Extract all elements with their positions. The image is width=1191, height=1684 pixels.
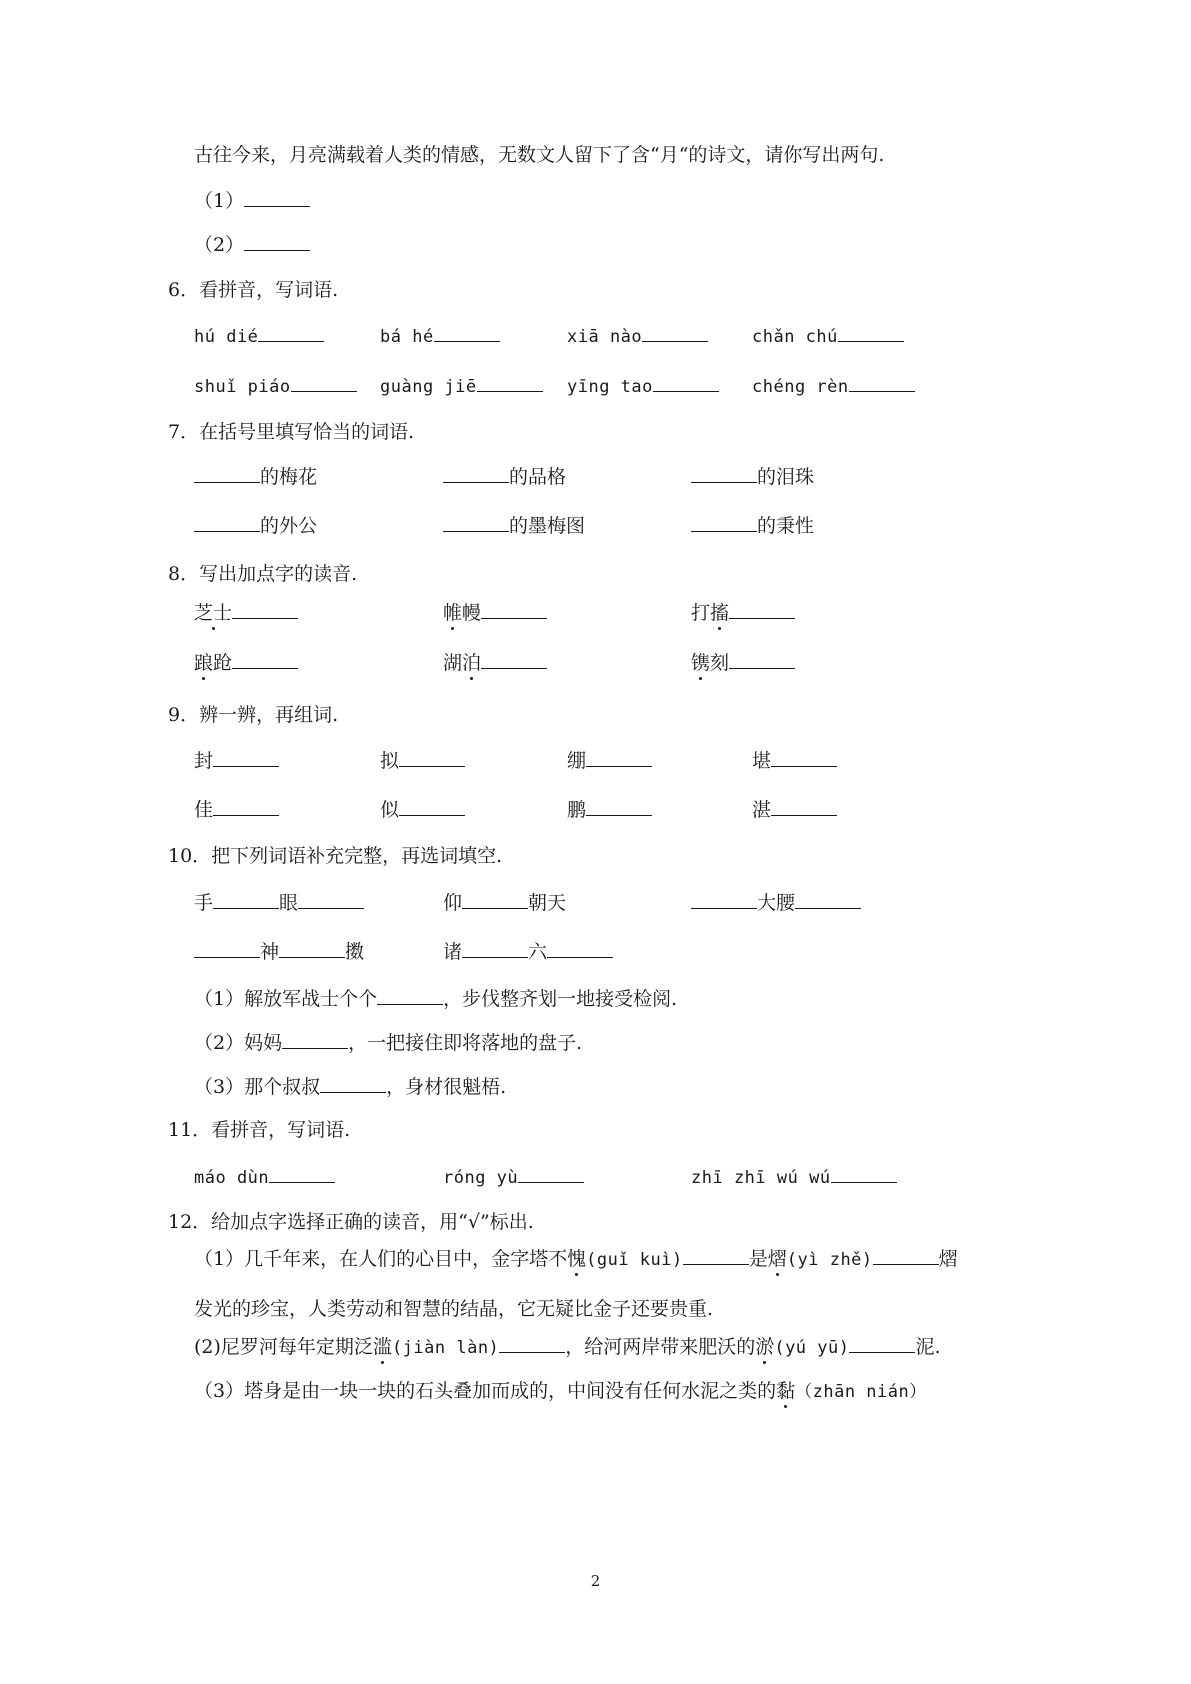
answer-blank[interactable] bbox=[642, 323, 708, 342]
answer-blank[interactable] bbox=[462, 890, 528, 909]
q10-idiom: 大腰 bbox=[691, 890, 861, 916]
q10-idiom: 手 眼 bbox=[194, 890, 364, 916]
dotted-char: 镌 bbox=[691, 652, 711, 674]
q6-item bbox=[380, 373, 543, 400]
char: 湛 bbox=[752, 799, 772, 821]
q5-answer-2 bbox=[194, 232, 310, 258]
answer-blank[interactable] bbox=[279, 939, 345, 958]
q9-item bbox=[567, 748, 652, 774]
answer-blank[interactable] bbox=[547, 939, 613, 958]
answer-blank[interactable] bbox=[691, 513, 757, 532]
pinyin: guàng jiē bbox=[380, 377, 477, 397]
dotted-char: 踉 bbox=[194, 652, 214, 674]
answer-blank[interactable] bbox=[258, 323, 324, 342]
answer-blank[interactable] bbox=[194, 939, 260, 958]
answer-blank[interactable] bbox=[269, 1164, 335, 1183]
answer-blank[interactable] bbox=[586, 748, 652, 767]
dotted-char: 搐 bbox=[710, 602, 730, 624]
answer-blank[interactable] bbox=[831, 1164, 897, 1183]
answer-blank[interactable] bbox=[291, 373, 357, 392]
answer-blank[interactable] bbox=[232, 600, 298, 619]
pinyin: shuǐ piáo bbox=[194, 377, 291, 397]
q6-item bbox=[380, 323, 500, 350]
phrase: 的泪珠 bbox=[757, 466, 815, 488]
q12-line-2: 发光的珍宝，人类劳动和智慧的结晶，它无疑比金子还要贵重. bbox=[194, 1298, 714, 1320]
answer-blank[interactable] bbox=[691, 890, 757, 909]
answer-blank[interactable] bbox=[838, 323, 904, 342]
q7-item bbox=[194, 513, 317, 539]
q5-prompt: 古往今来，月亮满载着人类的情感，无数文人留下了含“月“的诗文，请你写出两句. bbox=[194, 144, 885, 166]
q8-item: 帷幔 bbox=[443, 600, 547, 626]
dotted-char: 黏 bbox=[776, 1380, 796, 1402]
q9-item bbox=[380, 797, 465, 823]
answer-blank[interactable] bbox=[298, 890, 364, 909]
answer-blank[interactable] bbox=[213, 797, 279, 816]
q12-line-4: （3）塔身是由一块一块的石头叠加而成的，中间没有任何水泥之类的黏（zhān nián） bbox=[194, 1380, 927, 1402]
answer-blank[interactable] bbox=[320, 1074, 386, 1093]
q10-sentence-3: （3）那个叔叔 ，身材很魁梧. bbox=[194, 1076, 507, 1098]
phrase: 的墨梅图 bbox=[509, 515, 586, 537]
answer-blank[interactable] bbox=[194, 464, 260, 483]
answer-blank[interactable] bbox=[232, 650, 298, 669]
answer-blank[interactable] bbox=[443, 464, 509, 483]
char: 鹏 bbox=[567, 799, 587, 821]
char: 堪 bbox=[752, 750, 772, 772]
answer-blank[interactable] bbox=[481, 600, 547, 619]
char: 拟 bbox=[380, 750, 400, 772]
answer-blank[interactable] bbox=[399, 797, 465, 816]
pinyin: hú dié bbox=[194, 327, 259, 347]
q7-title: 7．在括号里填写恰当的词语. bbox=[168, 421, 415, 443]
answer-blank[interactable] bbox=[194, 513, 260, 532]
answer-blank[interactable] bbox=[771, 748, 837, 767]
q7-item bbox=[443, 464, 566, 490]
dotted-char: 熠 bbox=[767, 1248, 787, 1270]
q8-item: 踉跄 bbox=[194, 650, 298, 676]
page-number: 2 bbox=[590, 1572, 601, 1590]
q10-idiom: 仰 朝天 bbox=[443, 892, 567, 914]
q8-item: 镌刻 bbox=[691, 650, 795, 676]
char: 封 bbox=[194, 750, 214, 772]
answer-blank[interactable] bbox=[443, 513, 509, 532]
answer-blank[interactable] bbox=[244, 232, 310, 251]
q10-sentence-1: （1）解放军战士个个 ，步伐整齐划一地接受检阅. bbox=[194, 988, 678, 1010]
q9-item bbox=[567, 797, 652, 823]
char: 绷 bbox=[567, 750, 587, 772]
answer-blank[interactable] bbox=[873, 1246, 939, 1265]
answer-blank[interactable] bbox=[477, 373, 543, 392]
phrase: 的外公 bbox=[260, 515, 318, 537]
pinyin: yīng tao bbox=[567, 377, 653, 397]
pinyin: róng yù bbox=[443, 1168, 519, 1188]
answer-blank[interactable] bbox=[518, 1164, 584, 1183]
dotted-char: 帷 bbox=[443, 602, 463, 624]
answer-blank[interactable] bbox=[377, 986, 443, 1005]
q9-item bbox=[752, 797, 837, 823]
dotted-char: 滥 bbox=[372, 1336, 392, 1358]
q9-item bbox=[194, 748, 279, 774]
answer-blank[interactable] bbox=[691, 464, 757, 483]
answer-blank[interactable] bbox=[213, 890, 279, 909]
q8-item: 芝士 bbox=[194, 600, 298, 626]
answer-blank[interactable] bbox=[683, 1246, 749, 1265]
answer-blank[interactable] bbox=[849, 1334, 915, 1353]
answer-blank[interactable] bbox=[399, 748, 465, 767]
q7-item bbox=[691, 513, 814, 539]
q6-item bbox=[752, 323, 904, 350]
answer-blank[interactable] bbox=[729, 650, 795, 669]
dotted-char: 泊 bbox=[462, 652, 482, 674]
q9-item bbox=[752, 748, 837, 774]
q12-line-1: （1）几千年来，在人们的心目中，金字塔不愧(guǐ kuì) 是熠(yì zhě) 熠 bbox=[194, 1248, 958, 1270]
q9-item bbox=[194, 797, 279, 823]
answer-blank[interactable] bbox=[244, 188, 310, 207]
q5-label-2: （2） bbox=[194, 234, 245, 256]
dotted-char: 淤 bbox=[755, 1336, 775, 1358]
q10-title: 10．把下列词语补充完整，再选词填空. bbox=[168, 845, 503, 867]
q6-item bbox=[752, 373, 915, 400]
q7-item bbox=[194, 464, 317, 490]
answer-blank[interactable] bbox=[282, 1030, 348, 1049]
answer-blank[interactable] bbox=[213, 748, 279, 767]
q7-item bbox=[443, 513, 585, 539]
dotted-char: 愧 bbox=[567, 1248, 587, 1270]
q6-title: 6．看拼音，写词语. bbox=[168, 279, 339, 301]
q8-title: 8．写出加点字的读音. bbox=[168, 563, 358, 585]
answer-blank[interactable] bbox=[481, 650, 547, 669]
char: 佳 bbox=[194, 799, 214, 821]
q9-title: 9．辨一辨，再组词. bbox=[168, 704, 339, 726]
q11-item bbox=[194, 1164, 335, 1191]
q12-line-3: (2)尼罗河每年定期泛滥(jiàn làn) ，给河两岸带来肥沃的淤(yú yū) 泥. bbox=[194, 1336, 941, 1358]
q9-item bbox=[380, 748, 465, 774]
q8-item: 湖泊 bbox=[443, 650, 547, 676]
pinyin: máo dùn bbox=[194, 1168, 270, 1188]
answer-blank[interactable] bbox=[849, 373, 915, 392]
phrase: 的梅花 bbox=[260, 466, 318, 488]
answer-blank[interactable] bbox=[462, 939, 528, 958]
q12-title: 12．给加点字选择正确的读音，用“√”标出. bbox=[168, 1211, 534, 1233]
q6-item bbox=[194, 323, 324, 350]
q11-title: 11．看拼音，写词语. bbox=[168, 1119, 351, 1141]
q11-item bbox=[691, 1164, 897, 1191]
q10-sentence-2: （2）妈妈 ，一把接住即将落地的盘子. bbox=[194, 1032, 583, 1054]
answer-blank[interactable] bbox=[434, 323, 500, 342]
pinyin: bá hé bbox=[380, 327, 434, 347]
pinyin: chéng rèn bbox=[752, 377, 849, 397]
answer-blank[interactable] bbox=[771, 797, 837, 816]
q5-answer-1 bbox=[194, 188, 310, 214]
q7-item bbox=[691, 464, 814, 490]
pinyin: xiā nào bbox=[567, 327, 643, 347]
answer-blank[interactable] bbox=[729, 600, 795, 619]
q8-item: 打搐 bbox=[691, 600, 795, 626]
q10-idiom: 神 擞 bbox=[194, 939, 364, 965]
q6-item bbox=[194, 373, 357, 400]
q10-idiom: 诸 六 bbox=[443, 939, 613, 965]
q6-item bbox=[567, 373, 719, 400]
q5-label-1: （1） bbox=[194, 190, 245, 212]
phrase: 的秉性 bbox=[757, 515, 815, 537]
char: 似 bbox=[380, 799, 400, 821]
answer-blank[interactable] bbox=[586, 797, 652, 816]
answer-blank[interactable] bbox=[795, 890, 861, 909]
answer-blank[interactable] bbox=[499, 1334, 565, 1353]
q6-item bbox=[567, 323, 708, 350]
q11-item bbox=[443, 1164, 584, 1191]
answer-blank[interactable] bbox=[653, 373, 719, 392]
pinyin: zhī zhī wú wú bbox=[691, 1168, 831, 1188]
pinyin: chǎn chú bbox=[752, 327, 838, 347]
phrase: 的品格 bbox=[509, 466, 567, 488]
